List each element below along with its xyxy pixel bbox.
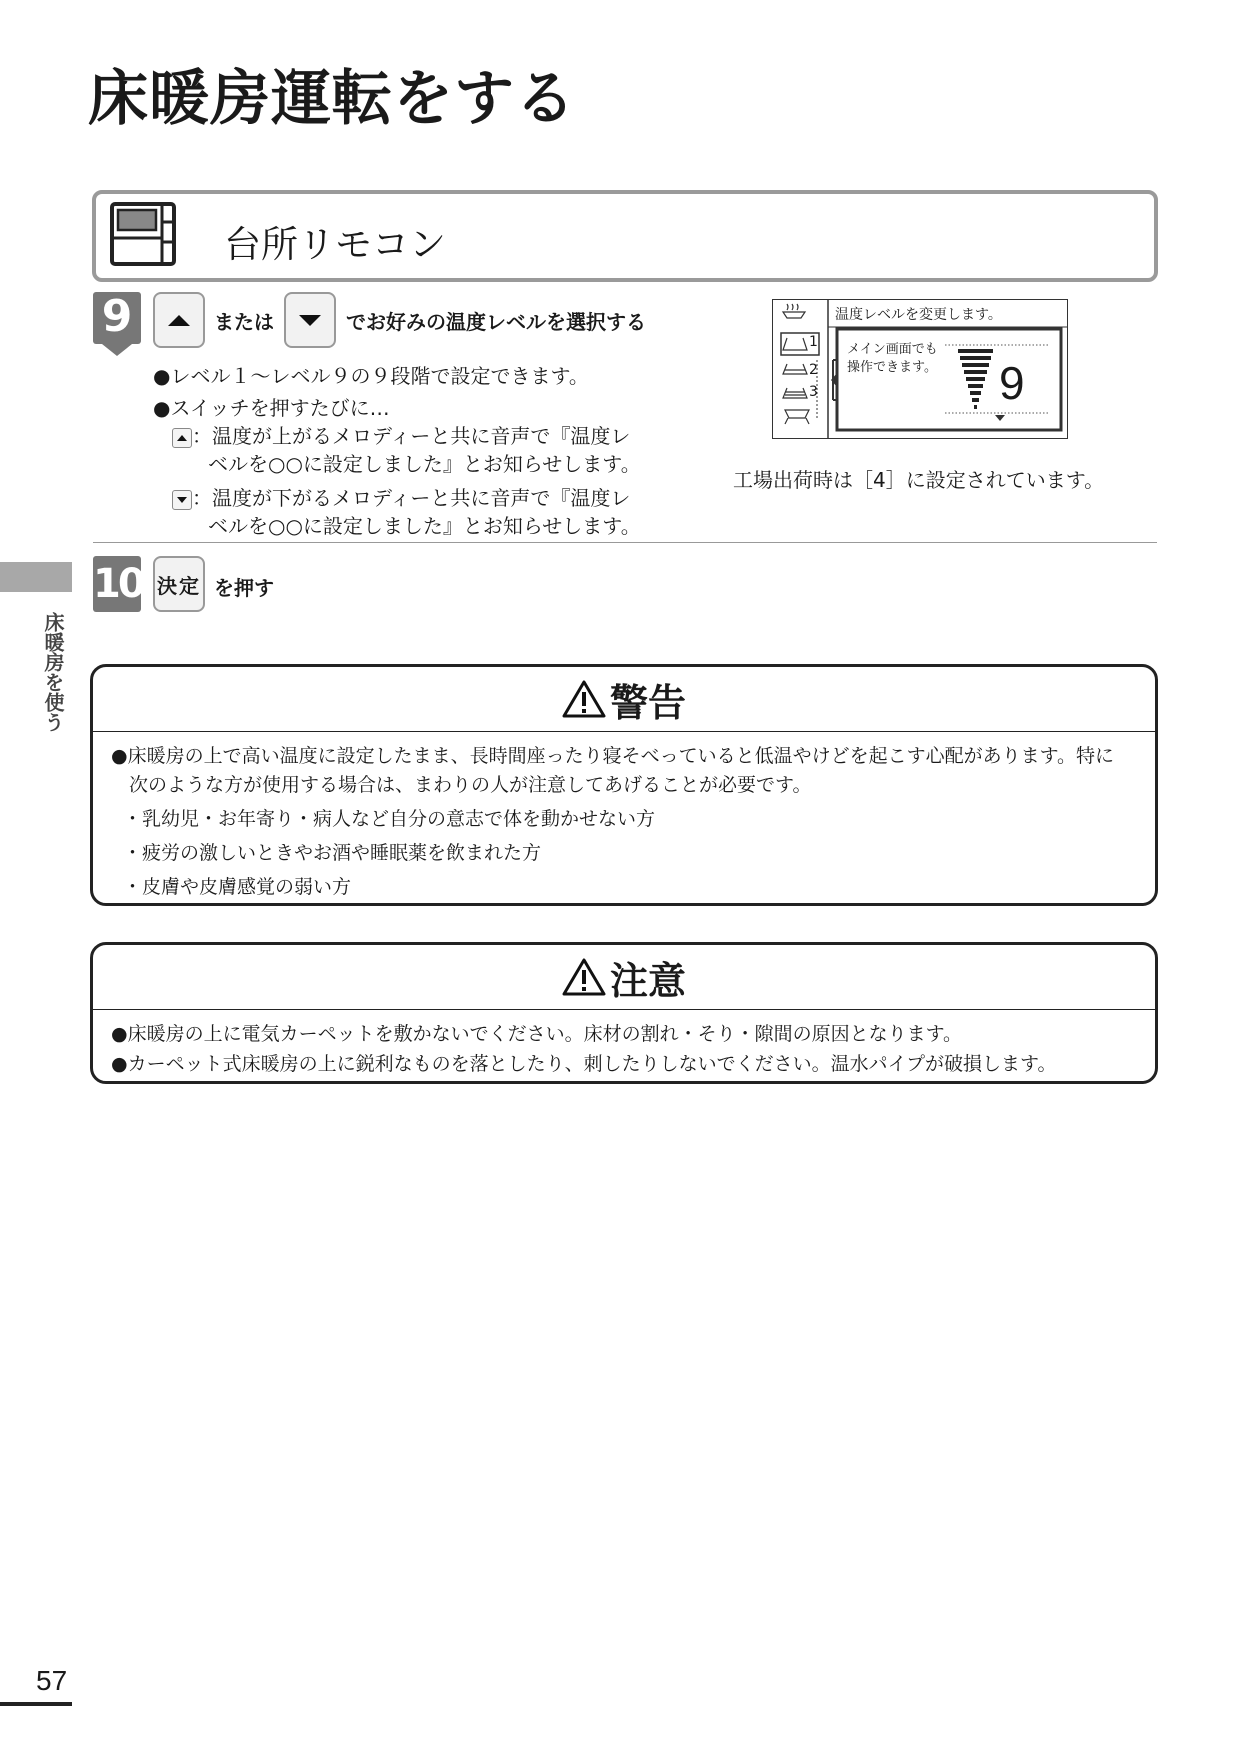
section-label: 台所リモコン [224, 223, 446, 266]
warning-box [90, 664, 1158, 906]
page-number-bar [0, 1702, 72, 1706]
level-label-2: 2 [809, 362, 818, 378]
step-9-badge-tail [102, 344, 132, 356]
floor-heating-icons [783, 304, 809, 424]
level-label-3: 3 [809, 384, 818, 400]
bullet-switch: ●スイッチを押すたびに… [153, 396, 390, 420]
level-label-1: 1 [809, 334, 818, 350]
page-number: 57 [36, 1665, 68, 1696]
step-10-badge: 10 [93, 556, 141, 612]
side-tab-label: 床暖房を使う [41, 612, 65, 732]
step-9-instruction: でお好みの温度レベルを選択する [346, 310, 646, 334]
down-note-line2: ベルを○○に設定しました』とお知らせします。 [208, 514, 641, 538]
down-note [172, 482, 630, 511]
up-key-icon [172, 428, 192, 448]
caution-header [93, 945, 1155, 1010]
down-arrow-icon [299, 315, 321, 326]
up-note-line1: ：温度が上がるメロディーと共に音声で『温度レ [192, 424, 631, 448]
or-text: または [214, 310, 274, 334]
caution-item-1: ●床暖房の上に電気カーペットを敷かないでください。床材の割れ・そり・隙間の原因となります。 [111, 1023, 963, 1045]
step-10-instruction: を押す [214, 576, 274, 600]
remote-section-header [92, 190, 1158, 282]
factory-note: 工場出荷時は［4］に設定されています。 [733, 468, 1105, 492]
warning-header [93, 667, 1155, 732]
up-button[interactable] [153, 292, 205, 348]
down-button[interactable] [284, 292, 336, 348]
display-panel [772, 299, 1068, 439]
kettei-button[interactable]: 決定 [153, 556, 205, 612]
down-key-icon [172, 490, 192, 510]
caution-box [90, 942, 1158, 1084]
up-arrow-icon [168, 315, 190, 326]
up-note [172, 420, 630, 449]
down-note-line1: ：温度が下がるメロディーと共に音声で『温度レ [192, 486, 631, 510]
up-note-line2: ベルを○○に設定しました』とお知らせします。 [208, 452, 641, 476]
panel-header-text: 温度レベルを変更します。 [835, 307, 1002, 323]
step-divider [93, 542, 1157, 543]
caution-title: 注意 [609, 958, 686, 1003]
step-9-badge: 9 [93, 292, 141, 344]
warning-line1: ●床暖房の上で高い温度に設定したまま、長時間座ったり寝そべっていると低温やけどを起こす心配があります。特に [111, 745, 1115, 767]
warning-item-2: ・疲労の激しいときやお酒や睡眠薬を飲まれた方 [123, 842, 542, 864]
warning-line2: 次のような方が使用する場合は、まわりの人が注意してあげることが必要です。 [129, 774, 812, 796]
level-value: 9 [999, 357, 1025, 409]
bullet-levels: ●レベル１～レベル９の９段階で設定できます。 [153, 364, 589, 388]
warning-item-3: ・皮膚や皮膚感覚の弱い方 [123, 876, 352, 898]
caution-icon [562, 957, 606, 997]
side-tab [0, 562, 72, 592]
kitchen-remote-icon [110, 202, 176, 266]
panel-menu-line1: メイン画面でも [847, 342, 938, 357]
caution-item-2: ●カーペット式床暖房の上に鋭利なものを落としたり、刺したりしないでください。温水パイプが破損します。 [111, 1053, 1057, 1075]
warning-icon [562, 679, 606, 719]
warning-title: 警告 [609, 680, 686, 725]
panel-menu-line2: 操作できます。 [847, 360, 937, 375]
page-title: 床暖房運転をする [88, 64, 576, 134]
warning-item-1: ・乳幼児・お年寄り・病人など自分の意志で体を動かせない方 [123, 808, 656, 830]
